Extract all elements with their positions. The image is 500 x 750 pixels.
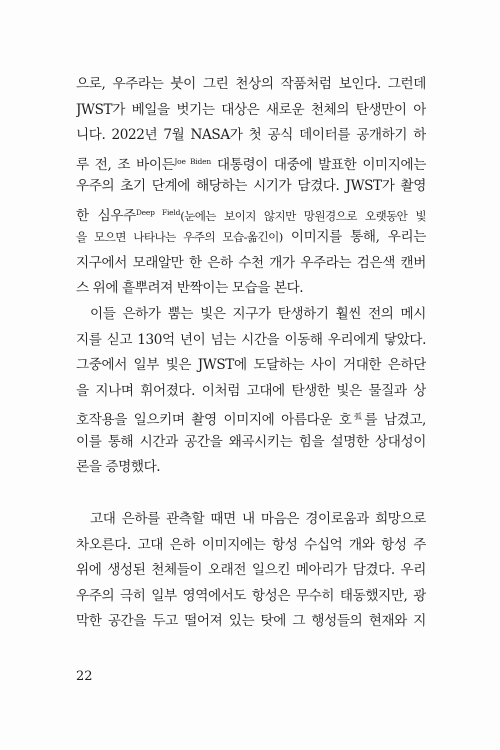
text-line xyxy=(76,404,426,430)
paragraph-2 xyxy=(76,302,426,481)
text-line: JWST가 베일을 벗기는 대상은 새로운 천체의 탄생만이 아 xyxy=(76,101,426,118)
text-line: 차오른다. 고대 은하 이미지에는 항성 수십억 개와 항성 주 xyxy=(76,536,426,553)
superscript-annotation: 弧 xyxy=(351,412,365,421)
text-segment: 한 심우주 xyxy=(76,207,136,224)
translator-note: (눈에는 보이지 않지만 망원경으로 오랫동안 빛 xyxy=(180,208,426,223)
text-segment: 호작용을 일으키며 촬영 이미지에 아름다운 호 xyxy=(76,412,352,428)
paragraph-3 xyxy=(76,507,426,635)
text-line: 우주의 극히 일부 영역에서도 항성은 무수히 태동했지만, 광 xyxy=(76,587,426,604)
text-line xyxy=(76,225,426,251)
text-segment: 루 전, 조 바이든 xyxy=(76,156,175,173)
text-line: 막한 공간을 두고 떨어져 있는 탓에 그 행성들의 현재와 지 xyxy=(76,613,426,629)
text-line: 이를 통해 시간과 공간을 왜곡시키는 힘을 설명한 상대성이 xyxy=(76,433,426,450)
text-line: 을 지나며 휘어졌다. 이처럼 고대에 탄생한 빛은 물질과 상 xyxy=(76,382,426,399)
text-line xyxy=(76,149,426,175)
superscript-annotation: Joe Biden xyxy=(174,156,211,166)
text-segment: 이미지를 통해, 우리는 xyxy=(282,229,426,245)
text-line: 고대 은하를 관측할 때면 내 마음은 경이로움과 희망으로 xyxy=(90,511,426,527)
text-line: 그중에서 일부 빛은 JWST에 도달하는 사이 거대한 은하단 xyxy=(76,357,426,373)
text-line: 이들 은하가 뿜는 빛은 지구가 탄생하기 훨씬 전의 메시 xyxy=(90,306,426,322)
superscript-annotation: Deep Field xyxy=(135,207,181,217)
text-line: 으로, 우주라는 붓이 그린 천상의 작품처럼 보인다. 그런데 xyxy=(76,76,426,92)
text-line: 위에 생성된 천체들이 오래전 일으킨 메아리가 담겼다. 우리 xyxy=(76,562,426,578)
page-number: 22 xyxy=(76,669,93,684)
text-line: 스 위에 흩뿌려져 반짝이는 모습을 본다. xyxy=(76,280,304,296)
text-line: 니다. 2022년 7월 NASA가 첫 공식 데이터를 공개하기 하 xyxy=(76,127,426,143)
text-segment: 대통령이 대중에 발표한 이미지에는 xyxy=(210,156,426,173)
translator-note: 을 모으면 나타나는 우주의 모습-옮긴이) xyxy=(76,230,283,244)
paragraph-1 xyxy=(76,72,426,302)
text-line: 우주의 초기 단계에 해당하는 시기가 담겼다. JWST가 촬영 xyxy=(76,178,426,194)
text-line: 지를 싣고 130억 년이 넘는 시간을 이동해 우리에게 닿았다. xyxy=(76,331,426,348)
text-segment: 를 남겼고, xyxy=(364,412,426,428)
text-line xyxy=(76,200,426,226)
text-line: 론을 증명했다. xyxy=(76,459,161,475)
text-line: 지구에서 모래알만 한 은하 수천 개가 우주라는 검은색 캔버 xyxy=(76,254,426,271)
